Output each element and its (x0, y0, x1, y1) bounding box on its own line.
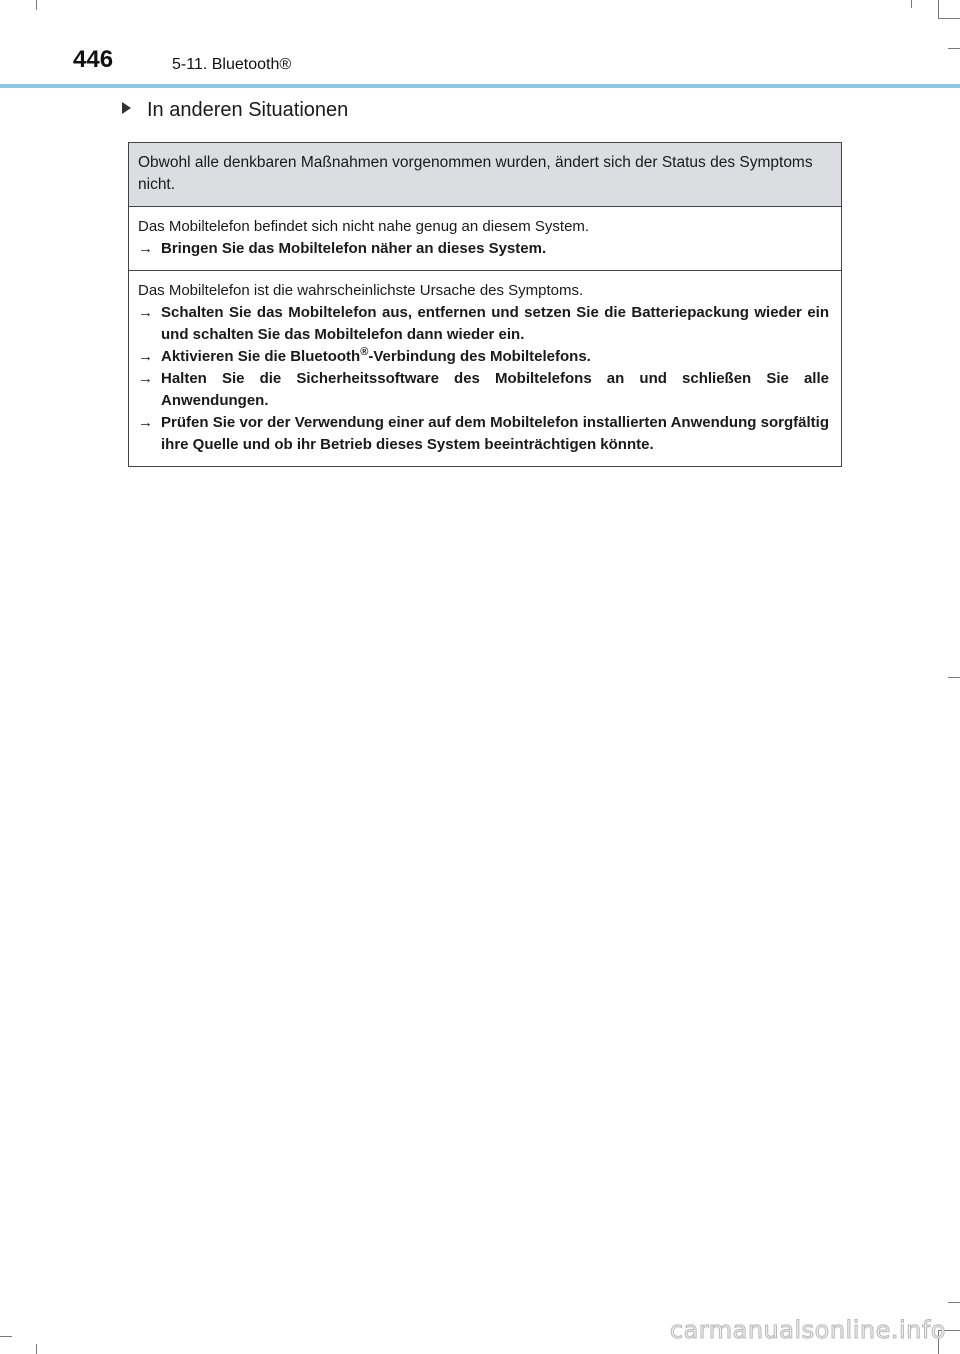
table-header-row (129, 143, 841, 207)
arrow-icon: → (138, 414, 153, 431)
remedy-text: Schalten Sie das Mobiltelefon aus, entfernen und setzen Sie die Batteriepackung wieder ein und schalten Sie das Mobiltelefon dann wieder ein. (161, 304, 829, 343)
page-number: 446 (73, 46, 114, 73)
remedy-text: Halten Sie die Sicherheitssoftware des Mobiltelefons an und schließen Sie alle Anwendungen. (161, 370, 829, 409)
registered-mark: ® (360, 346, 369, 358)
remedy-text: -Verbindung des Mobiltelefons. (368, 348, 591, 365)
header-rule (0, 84, 960, 88)
remedy-item (138, 368, 829, 412)
remedy-item (138, 238, 829, 260)
troubleshooting-table (128, 142, 842, 467)
subheading-text: In anderen Situationen (147, 99, 349, 121)
remedy-text: Prüfen Sie vor der Verwendung einer auf dem Mobiltelefon installierten Anwendung sorgfältig ihre Quelle und ob ihr Betrieb dieses System beeinträchtigen könnte. (161, 414, 829, 453)
table-row (129, 207, 841, 271)
triangle-bullet-icon (122, 102, 131, 114)
crop-mark (948, 677, 960, 678)
section-title: 5-11. Bluetooth® (172, 56, 292, 73)
arrow-icon: → (138, 370, 153, 387)
crop-mark (36, 1344, 37, 1354)
remedy-item (138, 302, 829, 346)
cause-text: Das Mobiltelefon ist die wahrscheinlichste Ursache des Symptoms. (138, 282, 584, 299)
arrow-icon: → (138, 240, 153, 257)
watermark: carmanualsonline.info (669, 1316, 946, 1344)
remedy-text: Bringen Sie das Mobiltelefon näher an dieses System. (161, 240, 547, 257)
subheading (122, 99, 348, 122)
table-header-text: Obwohl alle denkbaren Maßnahmen vorgenommen wurden, ändert sich der Status des Symptoms nicht. (138, 154, 813, 193)
crop-mark (948, 1302, 960, 1303)
remedy-text: Aktivieren Sie die Bluetooth (161, 348, 361, 365)
crop-mark (0, 1336, 12, 1337)
arrow-icon: → (138, 348, 153, 365)
table-row (129, 271, 841, 466)
arrow-icon: → (138, 304, 153, 321)
cause-text: Das Mobiltelefon befindet sich nicht nahe genug an diesem System. (138, 218, 590, 235)
page-header (0, 0, 960, 92)
remedy-item (138, 412, 829, 456)
remedy-item (138, 346, 829, 368)
